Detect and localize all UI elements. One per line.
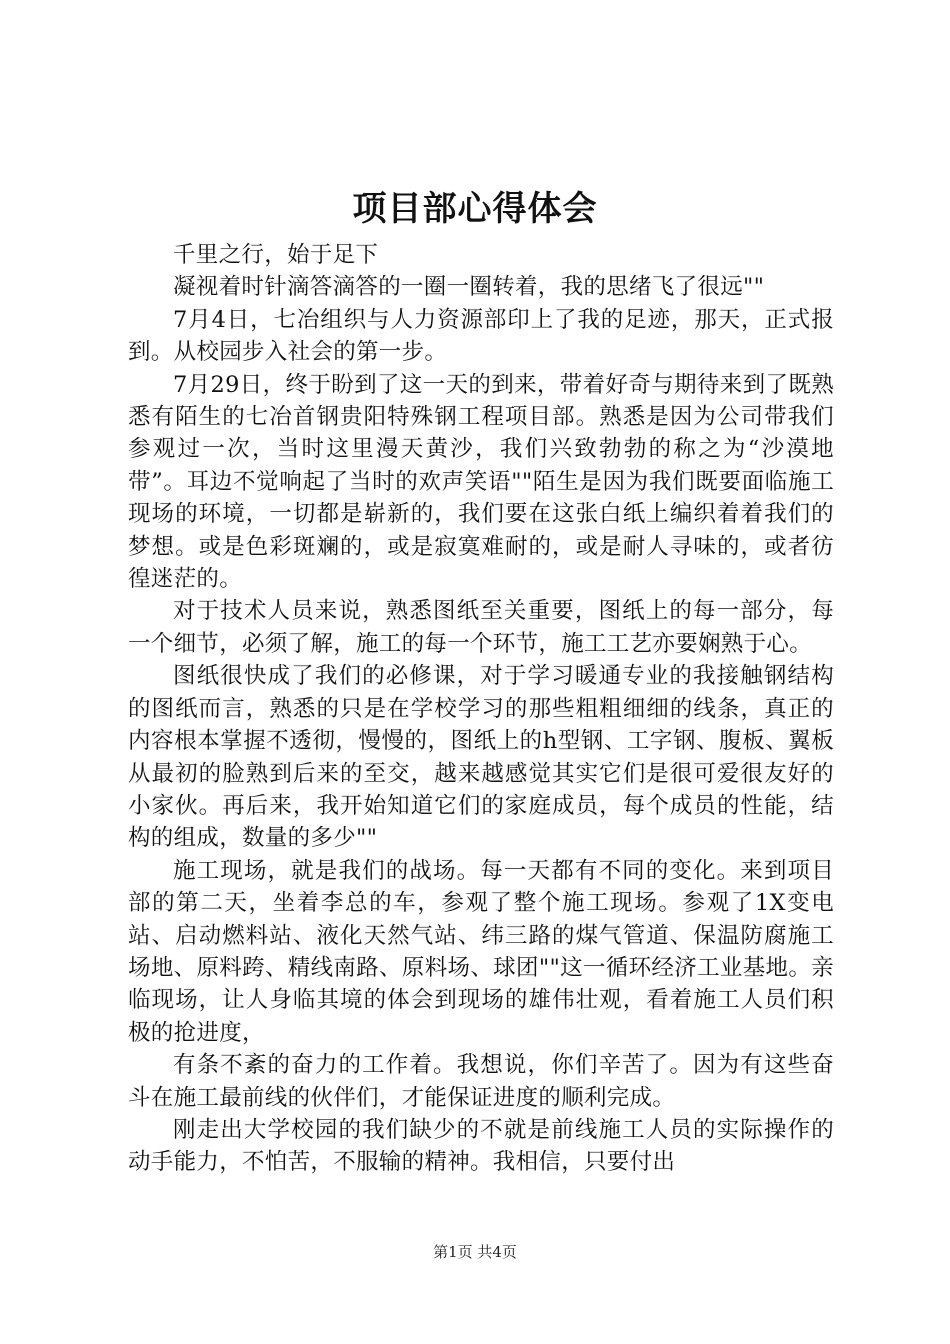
paragraph: 图纸很快成了我们的必修课，对于学习暖通专业的我接触钢结构的图纸而言，熟悉的只是在学校学习的那些粗粗细细的线条，真正的内容根本掌握不透彻，慢慢的，图纸上的h型钢、工字钢、腹板、翼板从最初的脸熟到后来的至交，越来越感觉其实它们是很可爱很友好的小家伙。再后来，我开始知道它们的家庭成员，每个成员的性能，结构的组成，数量的多少"" [128, 663, 834, 852]
paragraph: 凝视着时针滴答滴答的一圈一圈转着，我的思绪飞了很远"" [173, 274, 765, 301]
paragraph: 7月29日，终于盼到了这一天的到来，带着好奇与期待来到了既熟悉有陌生的七冶首钢贵阳特殊钢工程项目部。熟悉是因为公司带我们参观过一次，当时这里漫天黄沙，我们兴致勃勃的称之为“沙漠地带”。耳边不觉响起了当时的欢声笑语""陌生是因为我们既要面临施工现场的环境，一切都是崭新的，我们要在这张白纸上编织着着我们的梦想。或是色彩斑斓的，或是寂寞难耐的，或是耐人寻味的，或者彷徨迷茫的。 [128, 371, 834, 593]
paragraph: 7月4日，七冶组织与人力资源部印上了我的足迹，那天，正式报到。从校园步入社会的第一步。 [128, 306, 834, 366]
paragraph: 有条不紊的奋力的工作着。我想说，你们辛苦了。因为有这些奋斗在施工最前线的伙伴们，才能保证进度的顺利完成。 [128, 1052, 834, 1111]
paragraph: 对于技术人员来说，熟悉图纸至关重要，图纸上的每一部分，每一个细节，必须了解，施工的每一个环节，施工工艺亦要娴熟于心。 [128, 598, 834, 657]
paragraph: 千里之行，始于足下 [173, 242, 379, 268]
document-title: 项目部心得体会 [352, 189, 598, 229]
paragraph: 施工现场，就是我们的战场。每一天都有不同的变化。来到项目部的第二天，坐着李总的车，参观了整个施工现场。参观了1X变电站、启动燃料站、液化天然气站、纬三路的煤气管道、保温防腐施工场地、原料跨、精线南路、原料场、球团""这一循环经济工业基地。亲临现场，让人身临其境的体会到现场的雄伟壮观，看着施工人员们积极的抢进度， [128, 857, 834, 1046]
page-number-footer: 第1页 共4页 [433, 1243, 517, 1261]
document-body [128, 239, 834, 1179]
paragraph: 刚走出大学校园的我们缺少的不就是前线施工人员的实际操作的动手能力，不怕苦，不服输的精神。我相信，只要付出 [128, 1116, 834, 1176]
